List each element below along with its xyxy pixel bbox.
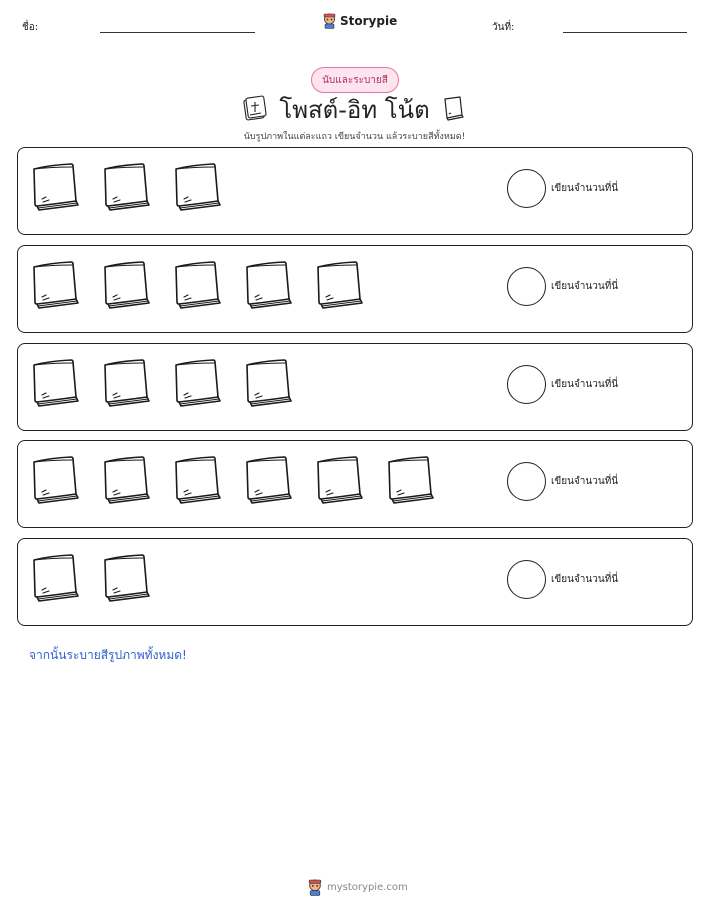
write-number-label: เขียนจำนวนที่นี่ <box>551 183 619 194</box>
sticky-note-icon <box>172 454 224 508</box>
sticky-note-icon <box>101 454 153 508</box>
site-url: mystorypie.com <box>327 882 408 893</box>
answer-circle[interactable] <box>507 169 546 208</box>
answer-circle[interactable] <box>507 267 546 306</box>
sticky-note-icon <box>30 161 82 215</box>
sticky-note-group <box>30 259 366 313</box>
sticky-note-icon <box>243 357 295 411</box>
page-title: โพสต์-อิท โน้ต <box>279 96 430 124</box>
sticky-note-group <box>30 357 295 411</box>
sticky-note-icon <box>30 454 82 508</box>
sticky-note-icon <box>101 357 153 411</box>
write-number-label: เขียนจำนวนที่นี่ <box>551 574 619 585</box>
sticky-note-icon <box>172 259 224 313</box>
sticky-note-icon <box>30 357 82 411</box>
count-row-4 <box>17 440 693 528</box>
sticky-note-group <box>30 454 437 508</box>
write-number-label: เขียนจำนวนที่นี่ <box>551 476 619 487</box>
name-line[interactable] <box>100 32 255 33</box>
count-row-3 <box>17 343 693 431</box>
write-number-label: เขียนจำนวนที่นี่ <box>551 379 619 390</box>
sticky-note-icon <box>30 259 82 313</box>
answer-circle[interactable] <box>507 560 546 599</box>
date-label: วันที่: <box>492 22 515 33</box>
sticky-note-icon <box>385 454 437 508</box>
answer-circle[interactable] <box>507 365 546 404</box>
sticky-note-icon <box>101 552 153 606</box>
brand-logo <box>322 13 397 29</box>
sticky-note-group <box>30 161 224 215</box>
activity-badge: นับและระบายสี <box>311 67 399 93</box>
sticky-note-icon <box>440 94 466 122</box>
name-label: ชื่อ: <box>22 22 39 33</box>
sticky-note-icon <box>172 357 224 411</box>
brand-name: Storypie <box>340 14 398 28</box>
sticky-note-icon <box>101 161 153 215</box>
sticky-note-icon <box>30 552 82 606</box>
count-row-2 <box>17 245 693 333</box>
sticky-note-group <box>30 552 153 606</box>
storypie-mascot-icon <box>322 13 337 29</box>
date-line[interactable] <box>563 32 687 33</box>
write-number-label: เขียนจำนวนที่นี่ <box>551 281 619 292</box>
sticky-note-icon <box>243 454 295 508</box>
sticky-note-icon <box>314 259 366 313</box>
storypie-mascot-icon <box>307 879 323 896</box>
answer-circle[interactable] <box>507 462 546 501</box>
sticky-note-icon <box>101 259 153 313</box>
count-row-1 <box>17 147 693 235</box>
count-row-5 <box>17 538 693 626</box>
sticky-note-icon <box>314 454 366 508</box>
site-footer <box>307 879 408 896</box>
sticky-note-icon <box>243 259 295 313</box>
instructions-subtitle: นับรูปภาพในแต่ละแถว เขียนจำนวน แล้วระบายสีทั้งหมด! <box>243 132 466 142</box>
sticky-note-icon <box>172 161 224 215</box>
color-instruction: จากนั้นระบายสีรูปภาพทั้งหมด! <box>29 648 187 662</box>
